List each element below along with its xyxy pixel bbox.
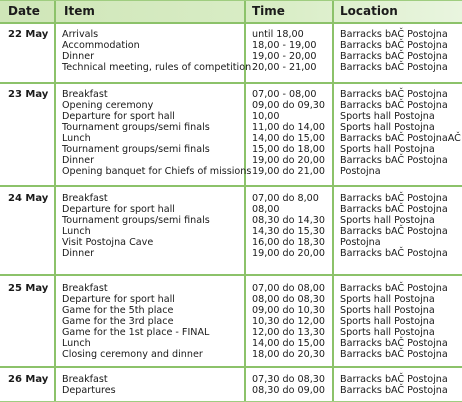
item-cell: Technical meeting, rules of competition — [62, 62, 252, 73]
item-cell: Visit Postojna Cave — [62, 237, 154, 248]
item-cell: Departures — [62, 385, 116, 396]
column-divider — [54, 0, 56, 402]
time-cell: until 18,00 — [252, 29, 304, 40]
location-cell: Barracks bAČ PostojnaAČ — [340, 133, 461, 144]
location-cell: Sports hall Postojna — [340, 305, 435, 316]
location-cell: Postojna — [340, 166, 381, 177]
location-cell: Sports hall Postojna — [340, 327, 435, 338]
time-cell: 08,00 — [252, 204, 280, 215]
location-cell: Barracks bAČ Postojna — [340, 349, 448, 360]
location-cell: Barracks bAČ Postojna — [340, 283, 448, 294]
time-cell: 10,30 do 12,00 — [252, 316, 325, 327]
time-cell: 14,00 do 15,00 — [252, 133, 325, 144]
item-cell: Breakfast — [62, 89, 108, 100]
location-cell: Barracks bAČ Postojna — [340, 155, 448, 166]
location-cell: Barracks bAČ Postojna — [340, 248, 448, 259]
item-cell: Dinner — [62, 248, 95, 259]
day-date: 26 May — [8, 374, 49, 385]
row-divider — [0, 22, 462, 24]
item-cell: Departure for sport hall — [62, 204, 175, 215]
location-cell: Sports hall Postojna — [340, 122, 435, 133]
time-cell: 18,00 do 20,30 — [252, 349, 325, 360]
time-cell: 16,00 do 18,30 — [252, 237, 325, 248]
time-cell: 11,00 do 14,00 — [252, 122, 325, 133]
time-cell: 12,00 do 13,30 — [252, 327, 325, 338]
day-date: 23 May — [8, 89, 49, 100]
header-date: Date — [8, 4, 40, 18]
location-cell: Sports hall Postojna — [340, 111, 435, 122]
item-cell: Closing ceremony and dinner — [62, 349, 203, 360]
location-cell: Barracks bAČ Postojna — [340, 193, 448, 204]
location-cell: Barracks bAČ Postojna — [340, 100, 448, 111]
header-time: Time — [252, 4, 285, 18]
item-cell: Game for the 1st place - FINAL — [62, 327, 210, 338]
time-cell: 15,00 do 18,00 — [252, 144, 325, 155]
time-cell: 14,00 do 15,00 — [252, 338, 325, 349]
header-location: Location — [340, 4, 398, 18]
time-cell: 08,30 do 14,30 — [252, 215, 325, 226]
item-cell: Game for the 5th place — [62, 305, 174, 316]
location-cell: Barracks bAČ Postojna — [340, 374, 448, 385]
item-cell: Tournament groups/semi finals — [62, 144, 210, 155]
item-cell: Tournament groups/semi finals — [62, 215, 210, 226]
item-cell: Departure for sport hall — [62, 294, 175, 305]
time-cell: 08,30 do 09,00 — [252, 385, 325, 396]
row-divider — [0, 185, 462, 187]
location-cell: Barracks bAČ Postojna — [340, 89, 448, 100]
time-cell: 07,30 do 08,30 — [252, 374, 325, 385]
item-cell: Accommodation — [62, 40, 140, 51]
item-cell: Lunch — [62, 338, 91, 349]
time-cell: 09,00 do 10,30 — [252, 305, 325, 316]
time-cell: 08,00 do 08,30 — [252, 294, 325, 305]
column-divider — [332, 0, 334, 402]
time-cell: 20,00 - 21,00 — [252, 62, 317, 73]
item-cell: Arrivals — [62, 29, 99, 40]
row-divider — [0, 82, 462, 84]
item-cell: Breakfast — [62, 283, 108, 294]
item-cell: Lunch — [62, 226, 91, 237]
time-cell: 07,00 do 8,00 — [252, 193, 319, 204]
item-cell: Opening ceremony — [62, 100, 154, 111]
time-cell: 19,00 do 20,00 — [252, 248, 325, 259]
row-divider — [0, 366, 462, 368]
time-cell: 10,00 — [252, 111, 280, 122]
location-cell: Sports hall Postojna — [340, 144, 435, 155]
item-cell: Game for the 3rd place — [62, 316, 174, 327]
day-date: 22 May — [8, 29, 49, 40]
item-cell: Opening banquet for Chiefs of missions — [62, 166, 252, 177]
time-cell: 19,00 do 21,00 — [252, 166, 325, 177]
time-cell: 07,00 - 08,00 — [252, 89, 317, 100]
header-item: Item — [64, 4, 95, 18]
item-cell: Dinner — [62, 155, 95, 166]
day-date: 25 May — [8, 283, 49, 294]
location-cell: Sports hall Postojna — [340, 294, 435, 305]
location-cell: Barracks bAČ Postojna — [340, 40, 448, 51]
location-cell: Barracks bAČ Postojna — [340, 51, 448, 62]
location-cell: Sports hall Postojna — [340, 316, 435, 327]
location-cell: Barracks bAČ Postojna — [340, 338, 448, 349]
row-divider — [0, 274, 462, 276]
time-cell: 18,00 - 19,00 — [252, 40, 317, 51]
item-cell: Dinner — [62, 51, 95, 62]
location-cell: Barracks bAČ Postojna — [340, 385, 448, 396]
row-divider — [0, 0, 462, 1]
location-cell: Postojna — [340, 237, 381, 248]
day-date: 24 May — [8, 193, 49, 204]
time-cell: 19,00 do 20,00 — [252, 155, 325, 166]
time-cell: 09,00 do 09,30 — [252, 100, 325, 111]
item-cell: Lunch — [62, 133, 91, 144]
location-cell: Barracks bAČ Postojna — [340, 29, 448, 40]
location-cell: Barracks bAČ Postojna — [340, 62, 448, 73]
column-divider — [244, 0, 246, 402]
location-cell: Barracks bAČ Postojna — [340, 204, 448, 215]
item-cell: Tournament groups/semi finals — [62, 122, 210, 133]
location-cell: Barracks bAČ Postojna — [340, 226, 448, 237]
location-cell: Sports hall Postojna — [340, 215, 435, 226]
item-cell: Departure for sport hall — [62, 111, 175, 122]
item-cell: Breakfast — [62, 193, 108, 204]
time-cell: 14,30 do 15,30 — [252, 226, 325, 237]
time-cell: 07,00 do 08,00 — [252, 283, 325, 294]
item-cell: Breakfast — [62, 374, 108, 385]
time-cell: 19,00 - 20,00 — [252, 51, 317, 62]
